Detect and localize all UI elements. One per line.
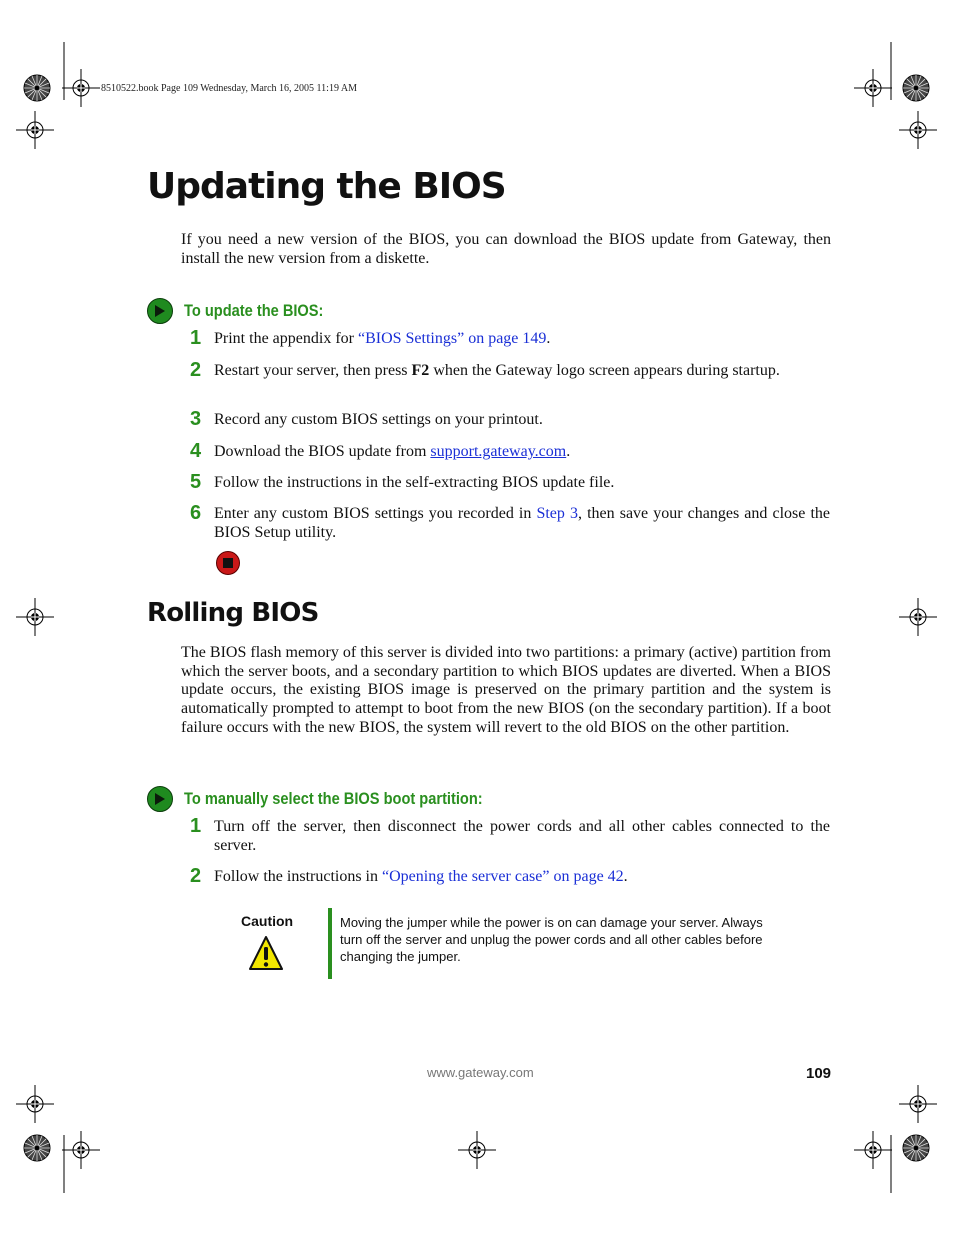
step-number: 2 [190,865,202,887]
footer-url: www.gateway.com [427,1065,534,1080]
warning-triangle-icon [248,935,284,971]
caution-text: Moving the jumper while the power is on can damage your server. Always turn off the server and unplug the power cords and all other cables before changing the jumper. [340,915,763,964]
print-header-info: 8510522.book Page 109 Wednesday, March 16, 2005 11:19 AM [101,83,358,94]
step-number: 2 [190,359,202,381]
step-number: 4 [190,440,202,462]
step-number: 3 [190,408,202,430]
crosshair-icon [16,111,54,149]
cross-reference-link[interactable]: “Opening the server case” on page 42 [382,868,624,885]
crosshair-icon [854,1131,892,1169]
step-item: 5 Follow the instructions in the self-extracting BIOS update file. [190,471,615,493]
step-item: 4 Download the BIOS update from support.gateway.com. [190,440,571,462]
procedure-heading-update [147,298,346,324]
sunburst-icon [24,1135,50,1161]
page-number: 109 [806,1065,832,1082]
step-reference-link[interactable]: Step 3 [536,505,578,522]
step-number: 1 [190,327,202,349]
crosshair-icon [458,1131,496,1169]
caution-divider [328,908,332,979]
crosshair-icon [62,1131,100,1169]
sunburst-icon [24,75,50,101]
step-item: 3 Record any custom BIOS settings on your printout. [190,408,543,430]
rolling-bios-paragraph: The BIOS flash memory of this server is divided into two partitions: a primary (active) partition from which the server boots, and a secondary partition to which BIOS updates are diverted. When a BIOS update occurs, the existing BIOS image is preserved on the primary partition and the system is automatically prompted to attempt to boot from the new BIOS (on the secondary partition). If a boot failure occurs with the new BIOS, the system will revert to the old BIOS on the other partition. [181,644,831,736]
step-item: 1 Turn off the server, then disconnect the power cords and all other cables connected to the server. [190,815,830,854]
section-title: Rolling BIOS [147,598,319,628]
step-number: 6 [190,502,202,524]
step-number: 5 [190,471,202,493]
step-item: 1 Print the appendix for “BIOS Settings” on page 149. [190,327,551,349]
procedure-title: To manually select the BIOS boot partition: [184,789,483,808]
crosshair-icon [16,598,54,636]
key-name: F2 [411,362,430,379]
stop-icon [216,551,240,575]
crosshair-icon [899,111,937,149]
crosshair-icon [899,598,937,636]
sunburst-icon [903,75,929,101]
crosshair-icon [16,1085,54,1123]
support-website-link[interactable]: support.gateway.com [430,443,567,460]
step-number: 1 [190,815,202,837]
procedure-heading-partition [147,786,531,812]
intro-paragraph: If you need a new version of the BIOS, you can download the BIOS update from Gateway, then install the new version from a diskette. [181,231,831,267]
procedure-title: To update the BIOS: [184,301,324,320]
play-arrow-icon [147,786,173,812]
page-title: Updating the BIOS [147,166,506,207]
caution-label: Caution [241,913,294,929]
crosshair-icon [854,69,892,107]
cross-reference-link[interactable]: “BIOS Settings” on page 149 [357,330,547,347]
crosshair-icon [62,69,100,107]
step-item: 6 Enter any custom BIOS settings you recorded in Step 3, then save your changes and close the BIOS Setup utility. [190,502,831,541]
step-item: 2 Restart your server, then press F2 when the Gateway logo screen appears during startup. [190,359,780,381]
step-item: 2 Follow the instructions in “Opening the server case” on page 42. [190,865,628,887]
sunburst-icon [903,1135,929,1161]
crosshair-icon [899,1085,937,1123]
play-arrow-icon [147,298,173,324]
